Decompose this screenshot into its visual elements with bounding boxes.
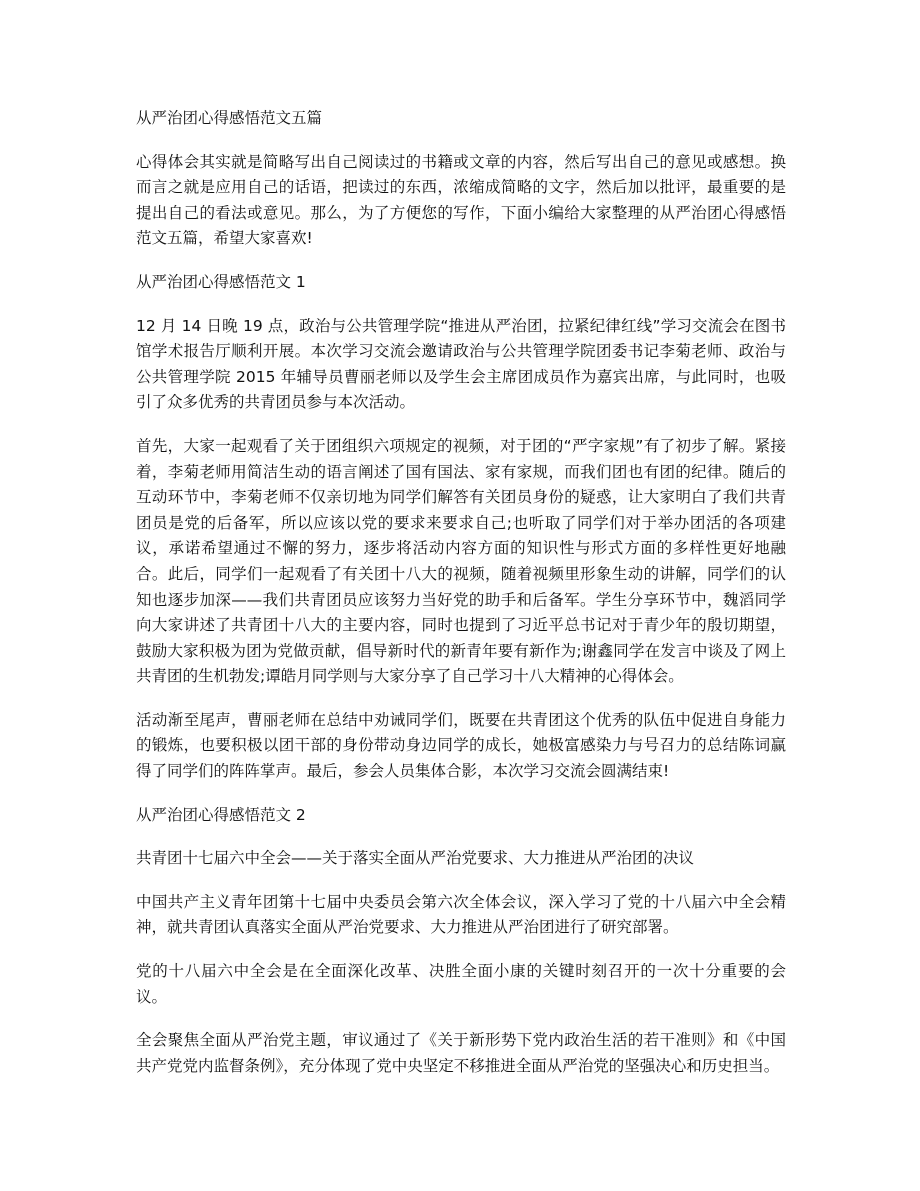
intro-paragraph: 心得体会其实就是简略写出自己阅读过的书籍或文章的内容，然后写出自己的意见或感想。换而言之就是应用自己的话语，把读过的东西，浓缩成简略的文字，然后加以批评，最重要的是提出自己的看法或意见。那么，为了方便您的写作，下面小编给大家整理的从严治团心得感悟范文五篇，希望大家喜欢! xyxy=(136,152,786,248)
section-1-heading: 从严治团心得感悟范文 1 xyxy=(136,272,306,291)
section-1-paragraph: 活动渐至尾声，曹丽老师在总结中劝诫同学们，既要在共青团这个优秀的队伍中促进自身能力的锻炼，也要积极以团干部的身份带动身边同学的成长，她极富感染力与号召力的总结陈词赢得了同学们的阵阵掌声。最后，参会人员集体合影，本次学习交流会圆满结束! xyxy=(136,710,786,781)
section-2-paragraph: 共青团十七届六中全会——关于落实全面从严治党要求、大力推进从严治团的决议 xyxy=(136,849,695,868)
document-title: 从严治团心得感悟范文五篇 xyxy=(136,109,323,127)
section-1-paragraph: 12 月 14 日晚 19 点，政治与公共管理学院“推进从严治团，拉紧纪律红线”学习交流会在图书馆学术报告厅顺利开展。本次学习交流会邀请政治与公共管理学院团委书记李菊老师、政治与公共管理学院 2015 年辅导员曹丽老师以及学生会主席团成员作为嘉宾出席，与此同时，也吸引了众多优秀的共青团员参与本次活动。 xyxy=(136,316,786,412)
section-2-paragraph: 全会聚焦全面从严治党主题，审议通过了《关于新形势下党内政治生活的若干准则》和《中国共产党党内监督条例》，充分体现了党中央坚定不移推进全面从严治党的坚强决心和历史担当。 xyxy=(136,1031,786,1075)
section-2-paragraph: 中国共产主义青年团第十七届中央委员会第六次全体会议，深入学习了党的十八届六中全会精神，就共青团认真落实全面从严治党要求、大力推进从严治团进行了研究部署。 xyxy=(136,892,786,937)
section-2-heading: 从严治团心得感悟范文 2 xyxy=(136,805,306,824)
document-page xyxy=(136,106,786,1097)
section-2-paragraph: 党的十八届六中全会是在全面深化改革、决胜全面小康的关键时刻召开的一次十分重要的会议。 xyxy=(136,962,786,1006)
section-1-paragraph: 首先，大家一起观看了关于团组织六项规定的视频，对于团的“严字家规”有了初步了解。紧接着，李菊老师用简洁生动的语言阐述了国有国法、家有家规，而我们团也有团的纪律。随后的互动环节中，李菊老师不仅亲切地为同学们解答有关团员身份的疑惑，让大家明白了我们共青团员是党的后备军，所以应该以党的要求来要求自己;也听取了同学们对于举办团活的各项建议，承诺希望通过不懈的努力，逐步将活动内容方面的知识性与形式方面的多样性更好地融合。此后，同学们一起观看了有关团十八大的视频，随着视频里形象生动的讲解，同学们的认知也逐步加深——我们共青团员应该努力当好党的助手和后备军。学生分享环节中，魏滔同学向大家讲述了共青团十八大的主要内容，同时也提到了习近平总书记对于青少年的殷切期望，鼓励大家积极为团为党做贡献，倡导新时代的新青年要有新作为;谢鑫同学在发言中谈及了网上共青团的生机勃发;谭皓月同学则与大家分享了自己学习十八大精神的心得体会。 xyxy=(136,436,786,686)
